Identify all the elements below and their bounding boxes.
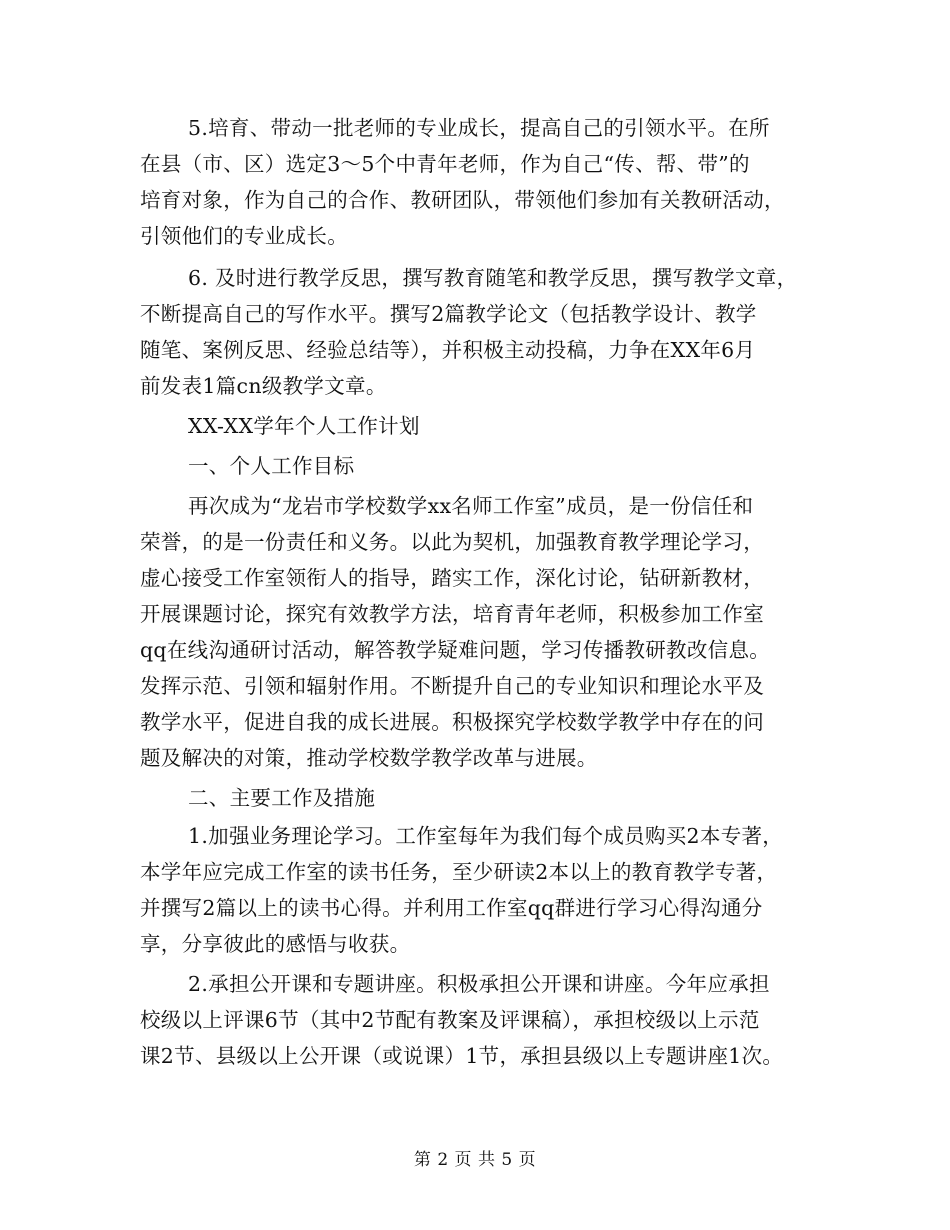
text-line: 享，分享彼此的感悟与收获。 bbox=[140, 932, 411, 956]
plan-title: XX-XX学年个人工作计划 bbox=[188, 414, 420, 438]
text-line: 课2节、县级以上公开课（或说课）1节，承担县级以上专题讲座1次。 bbox=[140, 1044, 784, 1068]
text-line: 并撰写2篇以上的读书心得。并利用工作室qq群进行学习心得沟通分 bbox=[140, 896, 763, 920]
page-number-footer: 第 2 页 共 5 页 bbox=[413, 1150, 537, 1170]
text-line: 引领他们的专业成长。 bbox=[140, 224, 348, 248]
text-line: 荣誉，的是一份责任和义务。以此为契机，加强教育教学理论学习， bbox=[140, 530, 764, 554]
text-line: qq在线沟通研讨活动，解答教学疑难问题，学习传播教研教改信息。 bbox=[140, 638, 771, 662]
text-line: 虚心接受工作室领衔人的指导，踏实工作，深化讨论，钻研新教材， bbox=[140, 566, 764, 590]
text-line: 1.加强业务理论学习。工作室每年为我们每个成员购买2本专著， bbox=[188, 824, 784, 848]
text-line: 随笔、案例反思、经验总结等），并积极主动投稿，力争在XX年6月 bbox=[140, 338, 756, 362]
text-line: 不断提高自己的写作水平。撰写2篇教学论文（包括教学设计、教学 bbox=[140, 302, 757, 326]
text-line: 教学水平，促进自我的成长进展。积极探究学校数学教学中存在的问 bbox=[140, 710, 764, 734]
text-line: 发挥示范、引领和辐射作用。不断提升自己的专业知识和理论水平及 bbox=[140, 674, 764, 698]
text-line: 校级以上评课6节（其中2节配有教案及评课稿），承担校级以上示范 bbox=[140, 1008, 760, 1032]
text-line: 在县（市、区）选定3～5个中青年老师，作为自己“传、帮、带”的 bbox=[140, 152, 750, 176]
text-line: 2.承担公开课和专题讲座。积极承担公开课和讲座。今年应承担 bbox=[188, 972, 770, 996]
text-line: 题及解决的对策，推动学校数学教学改革与进展。 bbox=[140, 746, 598, 770]
text-line: 培育对象，作为自己的合作、教研团队，带领他们参加有关教研活动， bbox=[140, 188, 785, 212]
section-heading-goals: 一、个人工作目标 bbox=[188, 454, 355, 478]
text-line: 本学年应完成工作室的读书任务，至少研读2本以上的教育教学专著， bbox=[140, 860, 778, 884]
text-line: 再次成为“龙岩市学校数学xx名师工作室”成员，是一份信任和 bbox=[188, 494, 754, 518]
text-line: 6. 及时进行教学反思，撰写教育随笔和教学反思，撰写教学文章， bbox=[188, 266, 798, 290]
text-line: 前发表1篇cn级教学文章。 bbox=[140, 374, 387, 398]
text-line: 5.培育、带动一批老师的专业成长，提高自己的引领水平。在所 bbox=[188, 116, 770, 140]
text-line: 开展课题讨论，探究有效教学方法，培育青年老师，积极参加工作室 bbox=[140, 602, 764, 626]
section-heading-measures: 二、主要工作及措施 bbox=[188, 786, 376, 810]
